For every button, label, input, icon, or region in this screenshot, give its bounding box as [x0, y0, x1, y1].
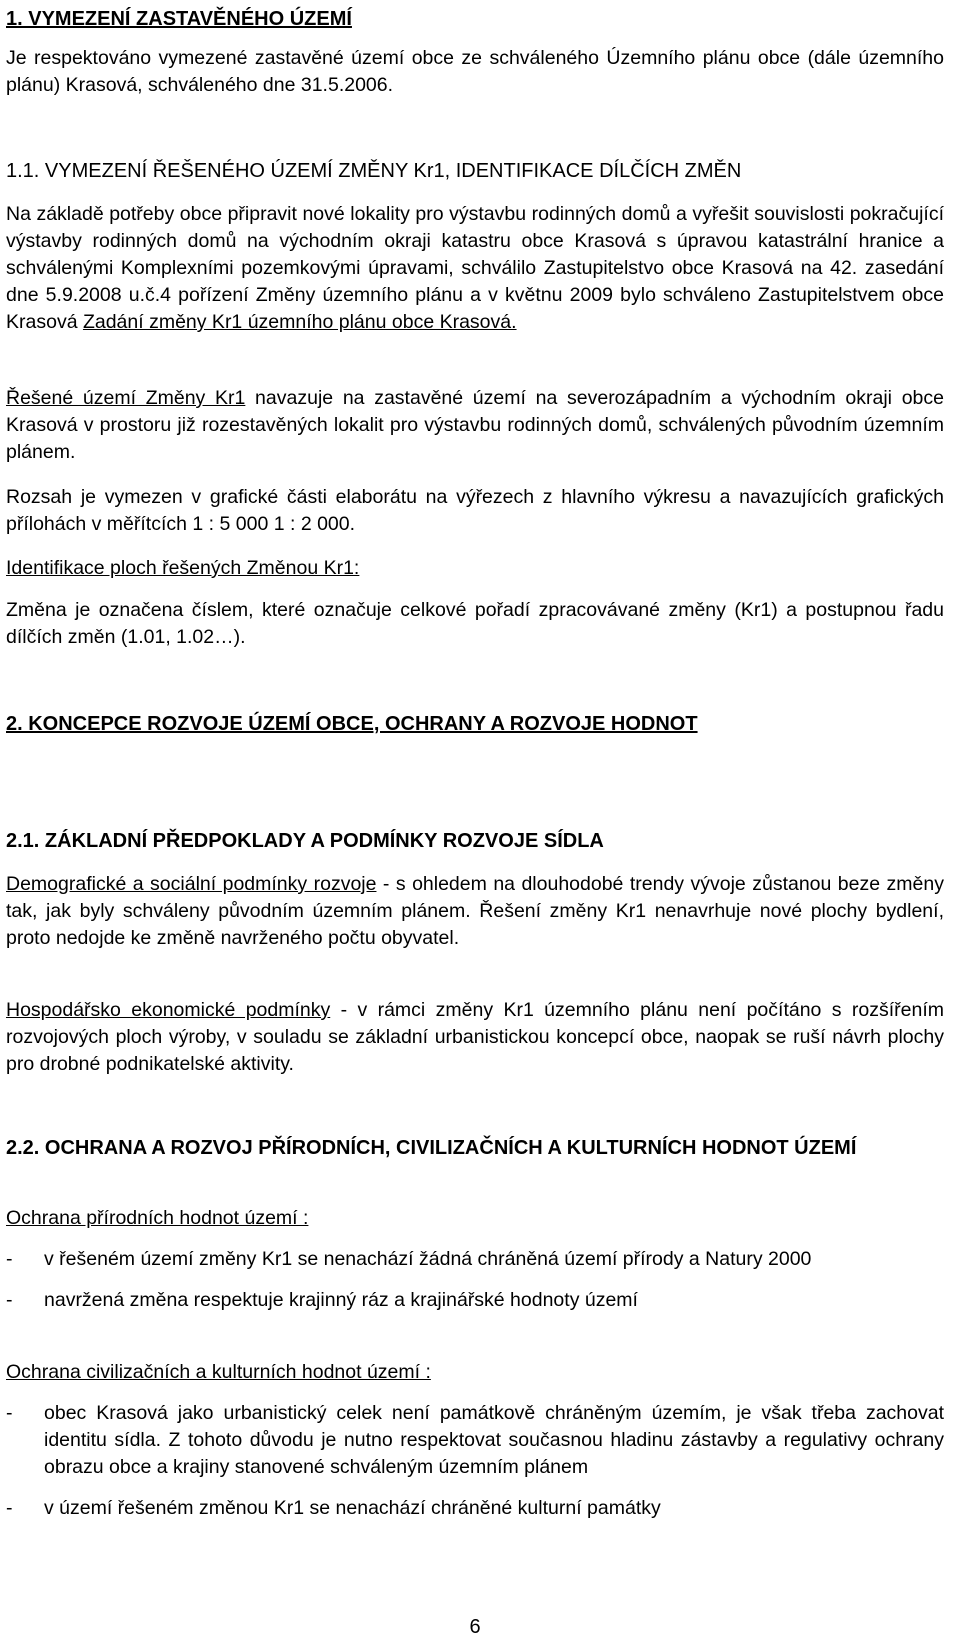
- section-2-2-heading: 2.2. OCHRANA A ROZVOJ PŘÍRODNÍCH, CIVILIZAČNÍCH A KULTURNÍCH HODNOT ÚZEMÍ: [6, 1137, 857, 1159]
- section-1-1-heading: 1.1. VYMEZENÍ ŘEŠENÉHO ÚZEMÍ ZMĚNY Kr1, IDENTIFIKACE DÍLČÍCH ZMĚN: [6, 160, 742, 182]
- paragraph-text: - s ohledem na dlouhodobé trendy vývoje zůstanou beze změny tak, jak byly schváleny původním územním plánem. Řešení změny Kr1 nenavrhuje nové plochy bydlení, proto nedojde ke změně navrženého počtu obyvatel.: [6, 873, 944, 949]
- list-item-text: obec Krasová jako urbanistický celek není památkově chráněným územím, je však třeba zachovat identitu sídla. Z tohoto důvodu je nutno respektovat současnou hladinu zástavby a regulativy ochrany obrazu obce a krajiny stanovené schváleným územním plánem: [44, 1402, 944, 1478]
- list-item: [6, 1400, 944, 1481]
- nature-protection-label: Ochrana přírodních hodnot území :: [6, 1207, 309, 1229]
- section-2-1-heading: 2.1. ZÁKLADNÍ PŘEDPOKLADY A PODMÍNKY ROZVOJE SÍDLA: [6, 830, 604, 852]
- section-2-1-paragraph-1: [6, 871, 944, 952]
- section-1-heading: 1. VYMEZENÍ ZASTAVĚNÉHO ÚZEMÍ: [6, 8, 352, 30]
- paragraph-label: Řešené území Změny Kr1: [6, 387, 246, 409]
- list-item: [6, 1495, 944, 1522]
- page-number: 6: [469, 1616, 481, 1638]
- assignment-reference: Zadání změny Kr1 územního plánu obce Krasová.: [82, 311, 517, 333]
- section-1-intro: Je respektováno vymezené zastavěné území obce ze schváleného Územního plánu obce (dále územního plánu) Krasová, schváleného dne 31.5.2006.: [6, 47, 944, 96]
- section-2-heading: 2. KONCEPCE ROZVOJE ÚZEMÍ OBCE, OCHRANY A ROZVOJE HODNOT: [6, 713, 698, 735]
- paragraph-text: Na základě potřeby obce připravit nové lokality pro výstavbu rodinných domů a vyřešit souvislosti pokračující výstavby rodinných domů na východním okraji katastru obce Krasová s úpravou katastrální hranice a schválenými Komplexními pozemkovými úpravami, schválilo Zastupitelstvo obce Krasová na 42. zasedání dne 5.9.2008 u.č.4 pořízení Změny územního plánu a v květnu 2009 bylo schváleno Zastupitelstvem obce Krasová: [6, 203, 944, 333]
- list-dash: -: [6, 1402, 13, 1424]
- paragraph-label: Demografické a sociální podmínky rozvoje: [6, 873, 377, 895]
- list-dash: -: [6, 1248, 13, 1270]
- list-item-text: v území řešeném změnou Kr1 se nenachází chráněné kulturní památky: [44, 1497, 661, 1519]
- list-item: [6, 1287, 944, 1314]
- list-item: [6, 1246, 944, 1273]
- list-dash: -: [6, 1289, 13, 1311]
- list-item-text: v řešeném území změny Kr1 se nenachází žádná chráněná území přírody a Natury 2000: [44, 1248, 812, 1270]
- paragraph-text: - v rámci změny Kr1 územního plánu není počítáno s rozšířením rozvojových ploch výroby, v souladu se základní urbanistickou koncepcí obce, naopak se ruší návrh plochy pro drobné podnikatelské aktivity.: [6, 999, 944, 1075]
- section-1-1-identification-label: Identifikace ploch řešených Změnou Kr1:: [6, 557, 360, 579]
- paragraph-label: Hospodářsko ekonomické podmínky: [6, 999, 331, 1021]
- section-1-1-paragraph-5: Změna je označena číslem, které označuje celkové pořadí zpracovávané změny (Kr1) a postupnou řadu dílčích změn (1.01, 1.02…).: [6, 599, 944, 648]
- paragraph-text: navazuje na zastavěné území na severozápadním a východním okraji obce Krasová v prostoru již rozestavěných lokalit pro výstavbu rodinných domů, schválených původním územním plánem.: [6, 387, 944, 463]
- culture-protection-label: Ochrana civilizačních a kulturních hodnot území :: [6, 1361, 431, 1383]
- section-1-1-paragraph-1: [6, 201, 944, 336]
- nature-protection-list: [6, 1246, 944, 1328]
- section-1-1-paragraph-2: [6, 385, 944, 466]
- list-dash: -: [6, 1497, 13, 1519]
- section-1-1-paragraph-3: Rozsah je vymezen v grafické části elaborátu na výřezech z hlavního výkresu a navazujících grafických přílohách v měřítcích 1 : 5 000 1 : 2 000.: [6, 486, 944, 535]
- section-2-1-paragraph-2: [6, 997, 944, 1078]
- culture-protection-list: [6, 1400, 944, 1536]
- list-item-text: navržená změna respektuje krajinný ráz a krajinářské hodnoty území: [44, 1289, 638, 1311]
